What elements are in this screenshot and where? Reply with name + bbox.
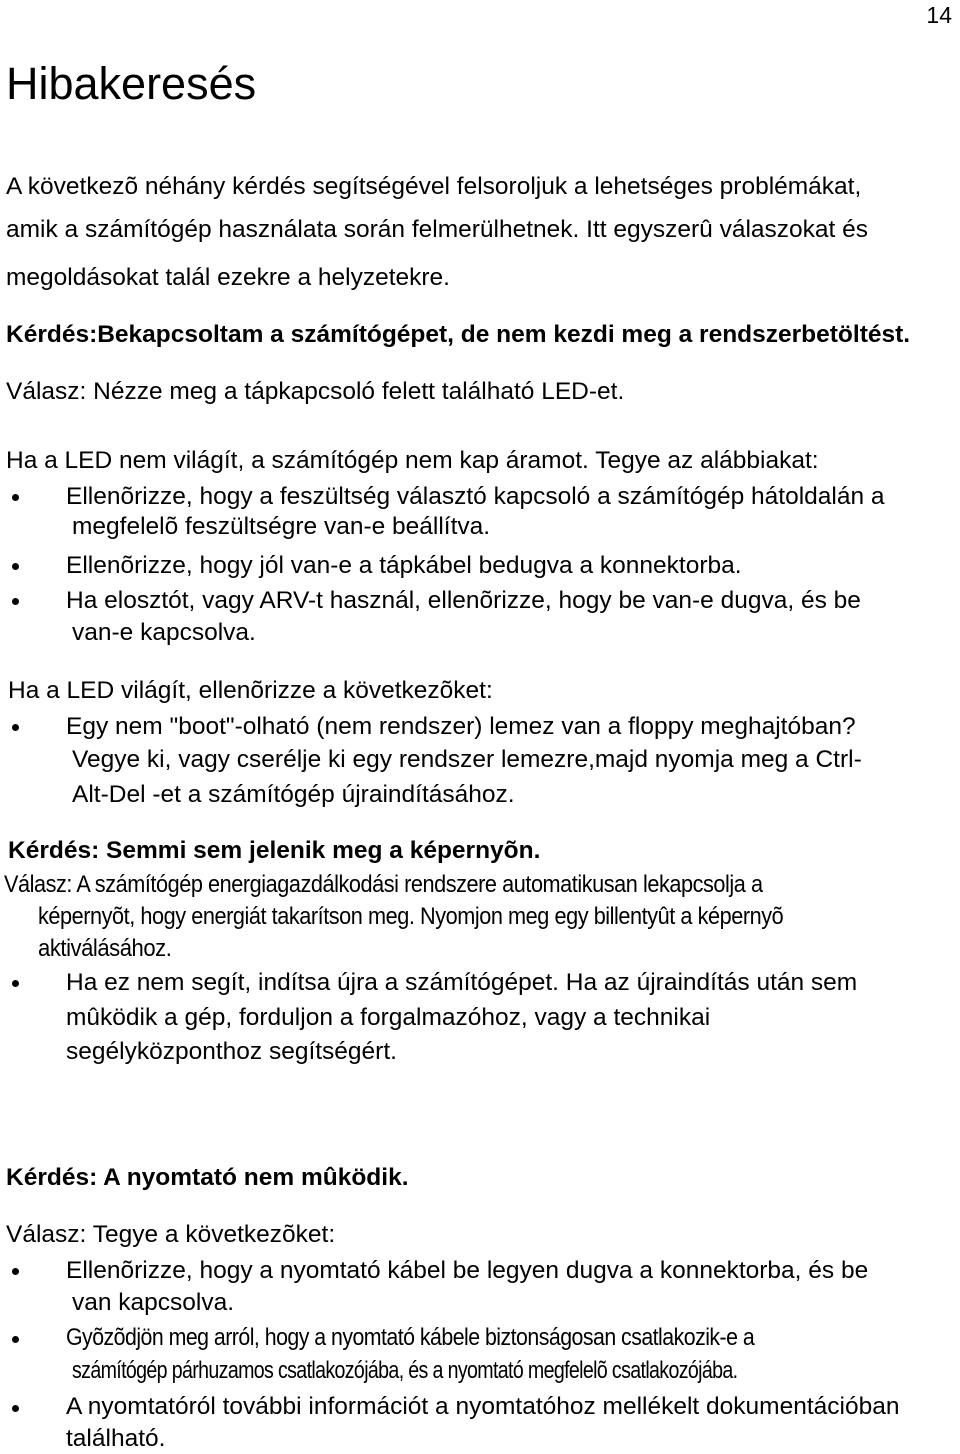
bullet-icon [12,494,19,501]
bullet-icon [12,598,19,605]
bullet-line: Ellenõrizze, hogy a feszültség választó kapcsoló a számítógép hátoldalán a [66,483,885,510]
bullet-line: Vegye ki, vagy cserélje ki egy rendszer lemezre,majd nyomja meg a Ctrl- [72,746,862,773]
answer-text: Válasz: Tegye a következõket: [6,1221,336,1248]
bullet-line [72,1356,904,1386]
bullet-line [66,1323,857,1353]
answer-text: Válasz: Nézze meg a tápkapcsoló felett található LED-et. [6,378,625,405]
bullet-line: van kapcsolva. [72,1289,235,1316]
bullet-line: található. [66,1425,166,1452]
bullet-line: Ellenõrizze, hogy jól van-e a tápkábel bedugva a konnektorba. [66,552,742,579]
intro-line: A következõ néhány kérdés segítségével felsoroljuk a lehetséges problémákat, [6,173,862,200]
answer-line [4,870,861,900]
bullet-icon [12,1405,19,1412]
answer-line-text: képernyõt, hogy energiát takarítson meg. Nyomjon meg egy billentyût a képernyõ [38,903,784,930]
answer-line [38,902,880,932]
led-on-text: Ha a LED világít, ellenõrizze a következõket: [8,677,493,704]
bullet-icon [12,724,19,731]
bullet-line: segélyközponthoz segítségért. [66,1038,397,1065]
bullet-icon [12,1336,19,1343]
bullet-line: Ha ez nem segít, indítsa újra a számítógépet. Ha az újraindítás után sem [66,969,858,996]
page-number: 14 [926,2,952,28]
bullet-line: van-e kapcsolva. [72,619,256,646]
bullet-icon [12,980,19,987]
intro-line: amik a számítógép használata során felmerülhetnek. Itt egyszerû válaszokat és [6,216,869,243]
bullet-icon [12,563,19,570]
bullet-line: megfelelõ feszültségre van-e beállítva. [72,513,491,540]
bullet-line-text: számítógép párhuzamos csatlakozójába, és a nyomtató megfelelõ csatlakozójába. [72,1357,738,1384]
answer-line-text: aktiválásához. [38,935,172,962]
question-heading: Kérdés:Bekapcsoltam a számítógépet, de nem kezdi meg a rendszerbetöltést. [6,321,911,348]
led-off-text: Ha a LED nem világít, a számítógép nem kap áramot. Tegye az alábbiakat: [6,447,819,474]
page-title: Hibakeresés [6,58,257,109]
question-heading: Kérdés: Semmi sem jelenik meg a képernyõn. [8,837,541,864]
question-heading: Kérdés: A nyomtató nem mûködik. [6,1164,409,1191]
bullet-line: Ellenõrizze, hogy a nyomtató kábel be legyen dugva a konnektorba, és be [66,1257,869,1284]
answer-line-text: Válasz: A számítógép energiagazdálkodási rendszere automatikusan lekapcsolja a [4,871,763,898]
bullet-line: Egy nem "boot"-olható (nem rendszer) lemez van a floppy meghajtóban? [66,713,856,740]
intro-line: megoldásokat talál ezekre a helyzetekre. [6,264,450,291]
bullet-line: Alt-Del -et a számítógép újraindításához. [72,781,515,808]
answer-line [38,934,186,964]
bullet-line: mûködik a gép, forduljon a forgalmazóhoz, vagy a technikai [66,1004,711,1031]
bullet-line: Ha elosztót, vagy ARV-t használ, ellenõrizze, hogy be van-e dugva, és be [66,587,861,614]
bullet-line: A nyomtatóról további információt a nyomtatóhoz mellékelt dokumentációban [66,1393,900,1420]
bullet-line-text: Gyõzõdjön meg arról, hogy a nyomtató kábele biztonságosan csatlakozik-e a [66,1324,755,1351]
bullet-icon [12,1268,19,1275]
